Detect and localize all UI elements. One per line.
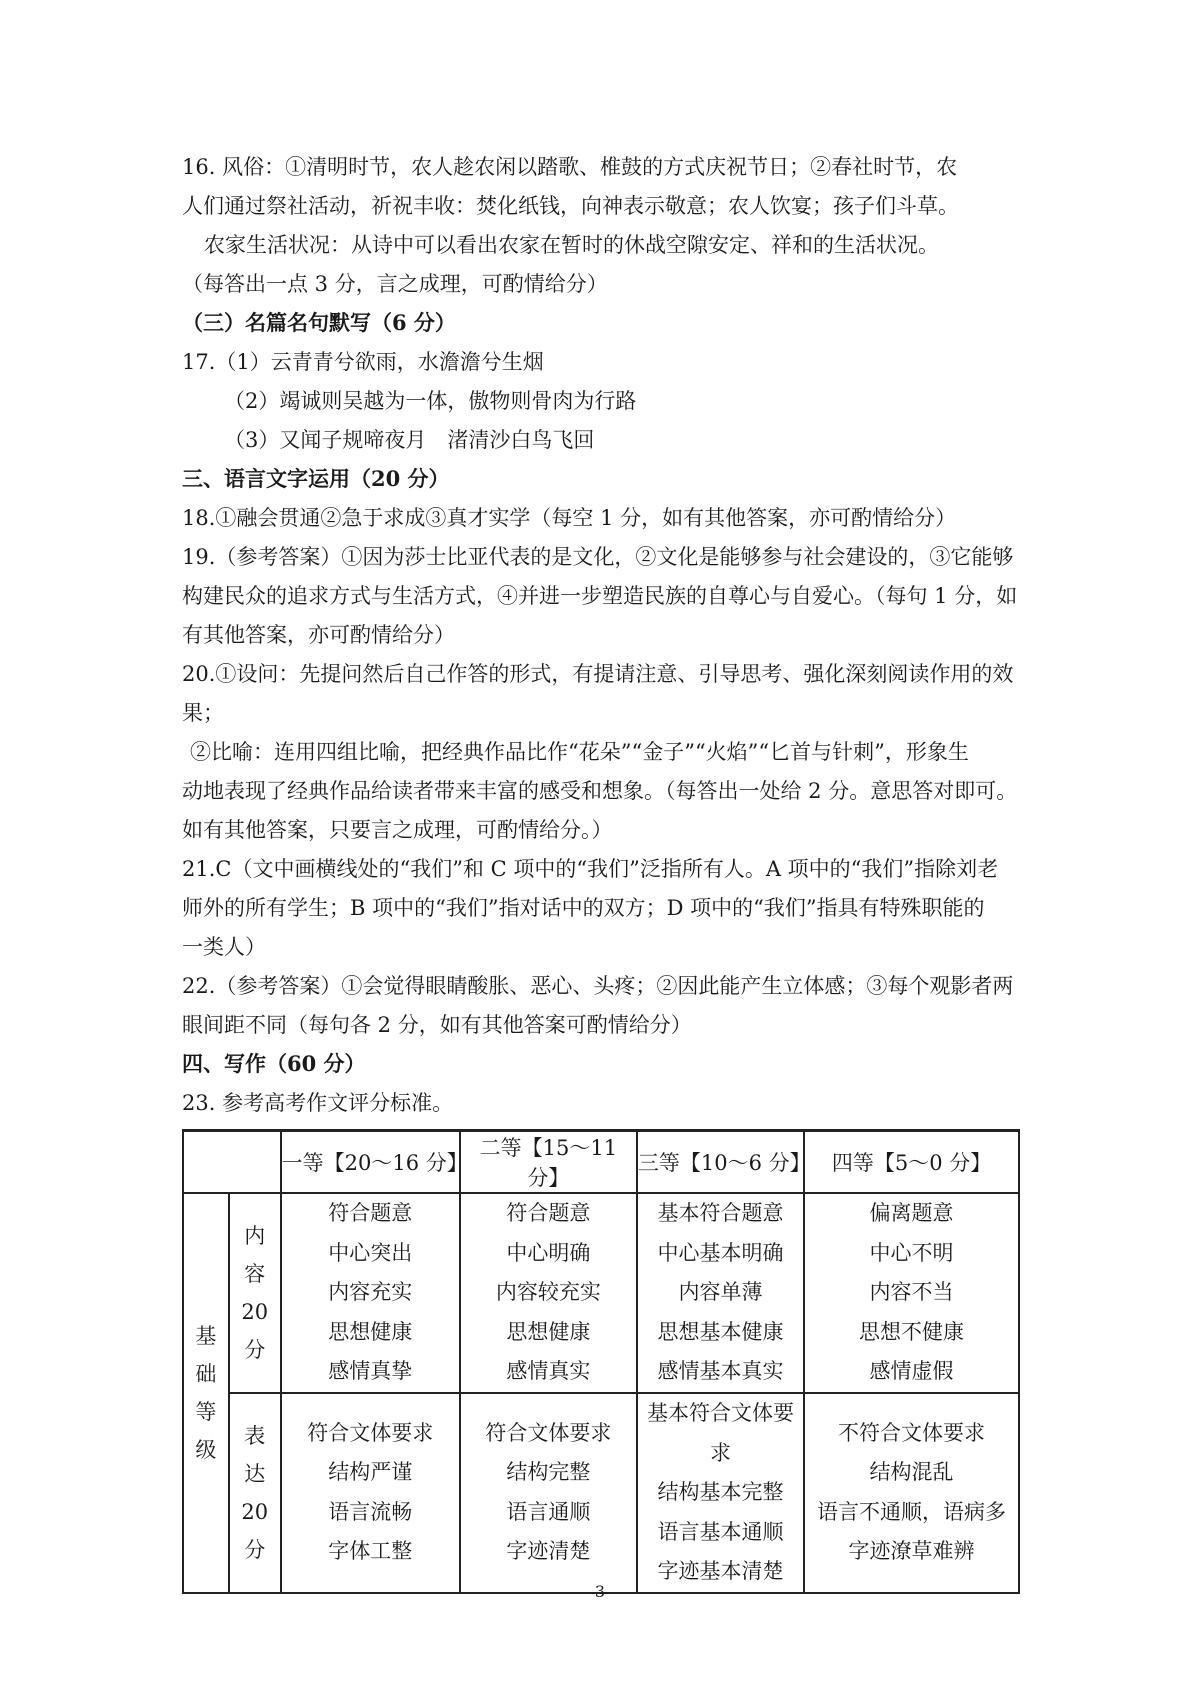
answer-19-line-1: 19.（参考答案）①因为莎士比亚代表的是文化，②文化是能够参与社会建设的，③它能够 xyxy=(182,545,1014,569)
expression-grade-2-cell: 符合文体要求 结构完整 语言通顺 字迹清楚 xyxy=(460,1393,637,1593)
header-grade-4: 四等【5～0 分】 xyxy=(804,1131,1019,1194)
content-grade-2-cell: 符合题意 中心明确 内容较充实 思想健康 感情真实 xyxy=(460,1193,637,1393)
answer-23-intro: 23. 参考高考作文评分标准。 xyxy=(182,1091,454,1115)
answer-18: 18.①融会贯通②急于求成③真才实学（每空 1 分，如有其他答案，亦可酌情给分） xyxy=(182,506,957,530)
content-grade-3-cell: 基本符合题意 中心基本明确 内容单薄 思想基本健康 感情基本真实 xyxy=(637,1193,804,1393)
answer-21-line-3: 一类人） xyxy=(182,935,266,959)
table-corner-cell xyxy=(183,1131,281,1194)
answer-17-item-1: 17.（1）云青青兮欲雨，水澹澹兮生烟 xyxy=(182,350,544,374)
table-row-content xyxy=(183,1193,1019,1393)
answer-20-line-3: ②比喻：连用四组比喻，把经典作品比作“花朵”“金子”“火焰”“匕首与针刺”，形象生 xyxy=(190,740,969,764)
answer-21-line-1: 21.C（文中画横线处的“我们”和 C 项中的“我们”泛指所有人。A 项中的“我们”指除刘老 xyxy=(182,857,999,881)
table-row-expression xyxy=(183,1393,1019,1593)
answer-17-item-3: （3）又闻子规啼夜月 渚清沙白鸟飞回 xyxy=(224,428,595,452)
answer-16-line-3: 农家生活状况：从诗中可以看出农家在暂时的休战空隙安定、祥和的生活状况。 xyxy=(204,233,939,257)
essay-grading-table xyxy=(182,1129,1020,1594)
header-grade-2: 二等【15～11 分】 xyxy=(460,1131,637,1194)
page-number: 3 xyxy=(594,1582,606,1601)
expression-grade-4-cell: 不符合文体要求 结构混乱 语言不通顺，语病多 字迹潦草难辨 xyxy=(804,1393,1019,1593)
answer-22-line-2: 眼间距不同（每句各 2 分，如有其他答案可酌情给分） xyxy=(182,1013,692,1037)
answer-21-line-2: 师外的所有学生；B 项中的“我们”指对话中的双方；D 项中的“我们”指具有特殊职能的 xyxy=(182,896,985,920)
answer-20-line-2: 果； xyxy=(182,701,224,725)
row-label-content: 内 容 20 分 xyxy=(229,1193,281,1393)
answer-16-line-1: 16. 风俗：①清明时节，农人趁农闲以踏歌、椎鼓的方式庆祝节日；②春社时节，农 xyxy=(182,155,958,179)
answer-19-line-2: 构建民众的追求方式与生活方式，④并进一步塑造民族的自尊心与自爱心。（每句 1 分，如 xyxy=(182,584,1018,608)
header-grade-1: 一等【20～16 分】 xyxy=(281,1131,460,1194)
section-heading-recitation: （三）名篇名句默写（6 分） xyxy=(182,310,456,335)
answer-16-line-2: 人们通过祭社活动，祈祝丰收：焚化纸钱，向神表示敬意；农人饮宴；孩子们斗草。 xyxy=(182,194,959,218)
answer-22-line-1: 22.（参考答案）①会觉得眼睛酸胀、恶心、头疼；②因此能产生立体感；③每个观影者两 xyxy=(182,974,1014,998)
answer-20-line-1: 20.①设问：先提问然后自己作答的形式，有提请注意、引导思考、强化深刻阅读作用的效 xyxy=(182,662,1014,686)
header-grade-3: 三等【10～6 分】 xyxy=(637,1131,804,1194)
section-heading-language-use: 三、语言文字运用（20 分） xyxy=(182,466,450,491)
expression-grade-3-cell: 基本符合文体要求 结构基本完整 语言基本通顺 字迹基本清楚 xyxy=(637,1393,804,1593)
content-grade-4-cell: 偏离题意 中心不明 内容不当 思想不健康 感情虚假 xyxy=(804,1193,1019,1393)
expression-grade-1-cell: 符合文体要求 结构严谨 语言流畅 字体工整 xyxy=(281,1393,460,1593)
answer-19-line-3: 有其他答案，亦可酌情给分） xyxy=(182,623,455,647)
section-heading-writing: 四、写作（60 分） xyxy=(182,1051,366,1076)
table-header-row xyxy=(183,1131,1019,1194)
answer-20-line-4: 动地表现了经典作品给读者带来丰富的感受和想象。（每答出一处给 2 分。意思答对即可。 xyxy=(182,779,1018,803)
answer-16-scoring-note: （每答出一点 3 分，言之成理，可酌情给分） xyxy=(182,272,608,296)
group-label-basic-level: 基 础 等 级 xyxy=(183,1193,229,1593)
answer-20-line-5: 如有其他答案，只要言之成理，可酌情给分。） xyxy=(182,818,613,842)
content-grade-1-cell: 符合题意 中心突出 内容充实 思想健康 感情真挚 xyxy=(281,1193,460,1393)
row-label-expression: 表 达 20 分 xyxy=(229,1393,281,1593)
answer-17-item-2: （2）竭诚则吴越为一体，傲物则骨肉为行路 xyxy=(224,389,637,413)
